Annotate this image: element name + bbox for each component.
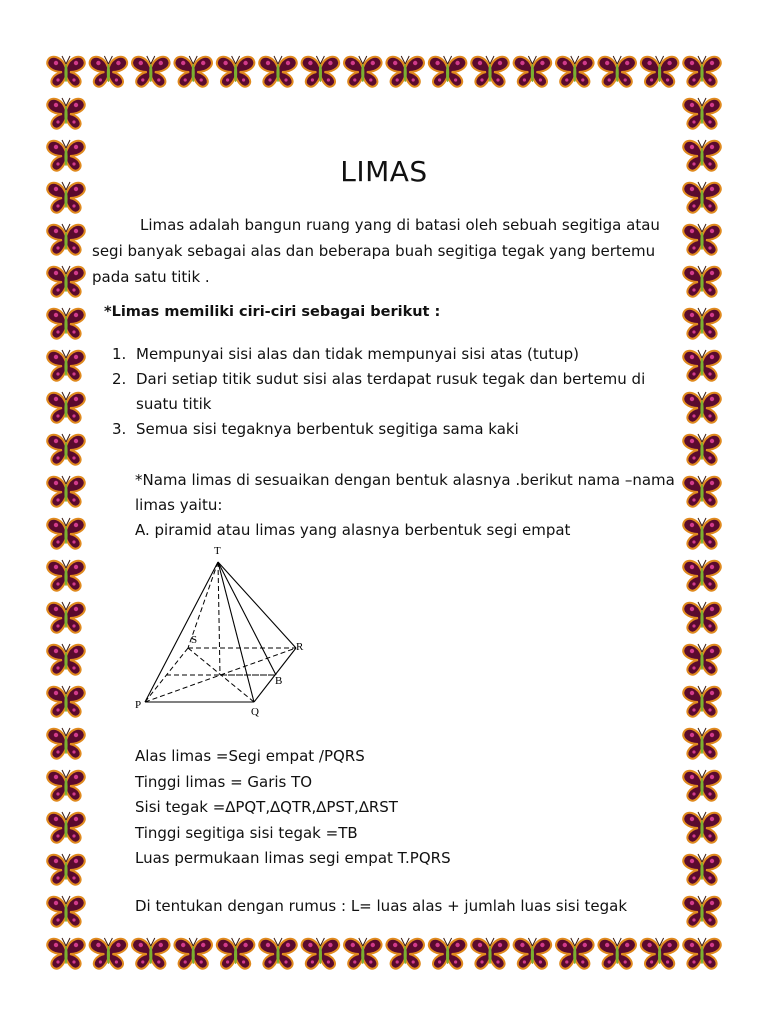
definition-line: Sisi tegak =∆PQT,∆QTR,∆PST,∆RST [135, 798, 398, 816]
list-item-text: Mempunyai sisi alas dan tidak mempunyai sisi atas (tutup) [136, 345, 579, 363]
list-item-number: 3. [112, 420, 127, 438]
list-item-number: 2. [112, 370, 127, 388]
definition-line: Tinggi segitiga sisi tegak =TB [135, 823, 358, 842]
pyramid-diagram [130, 542, 305, 717]
definition-line: Tinggi limas = Garis TO [135, 772, 313, 791]
label-t: T [214, 545, 221, 557]
label-p: P [135, 699, 142, 711]
naming-note: *Nama limas di sesuaikan dengan bentuk alasnya .berikut nama –nama limas yaitu: [135, 471, 675, 514]
list-item [112, 367, 672, 417]
list-item-number: 1. [112, 345, 127, 363]
list-item [112, 342, 672, 367]
definition-line: Alas limas =Segi empat /PQRS [135, 747, 365, 765]
list-item [112, 417, 672, 442]
intro-paragraph [92, 212, 672, 290]
list-item-text: Dari setiap titik sudut sisi alas terdapat rusuk tegak dan bertemu di suatu titik [136, 370, 646, 413]
label-q: Q [251, 706, 259, 717]
definition-line: Luas permukaan limas segi empat T.PQRS [135, 849, 451, 867]
label-r: R [296, 641, 304, 653]
definitions-block [135, 744, 675, 872]
intro-text: Limas adalah bangun ruang yang di batasi oleh sebuah segitiga atau segi banyak sebagai alas dan beberapa buah segitiga tegak yang bertemu pada satu titik . [92, 216, 660, 286]
features-list [112, 342, 672, 442]
features-heading: *Limas memiliki ciri-ciri sebagai berikut : [104, 304, 441, 320]
naming-note-block [135, 468, 675, 543]
label-b: B [275, 675, 283, 687]
page-title: LIMAS [340, 155, 428, 188]
formula-text: Di tentukan dengan rumus : L= luas alas + jumlah luas sisi tegak [135, 897, 628, 915]
label-s: S [191, 634, 198, 646]
list-item-text: Semua sisi tegaknya berbentuk segitiga sama kaki [136, 420, 519, 438]
section-a-heading: A. piramid atau limas yang alasnya berbentuk segi empat [135, 521, 571, 539]
